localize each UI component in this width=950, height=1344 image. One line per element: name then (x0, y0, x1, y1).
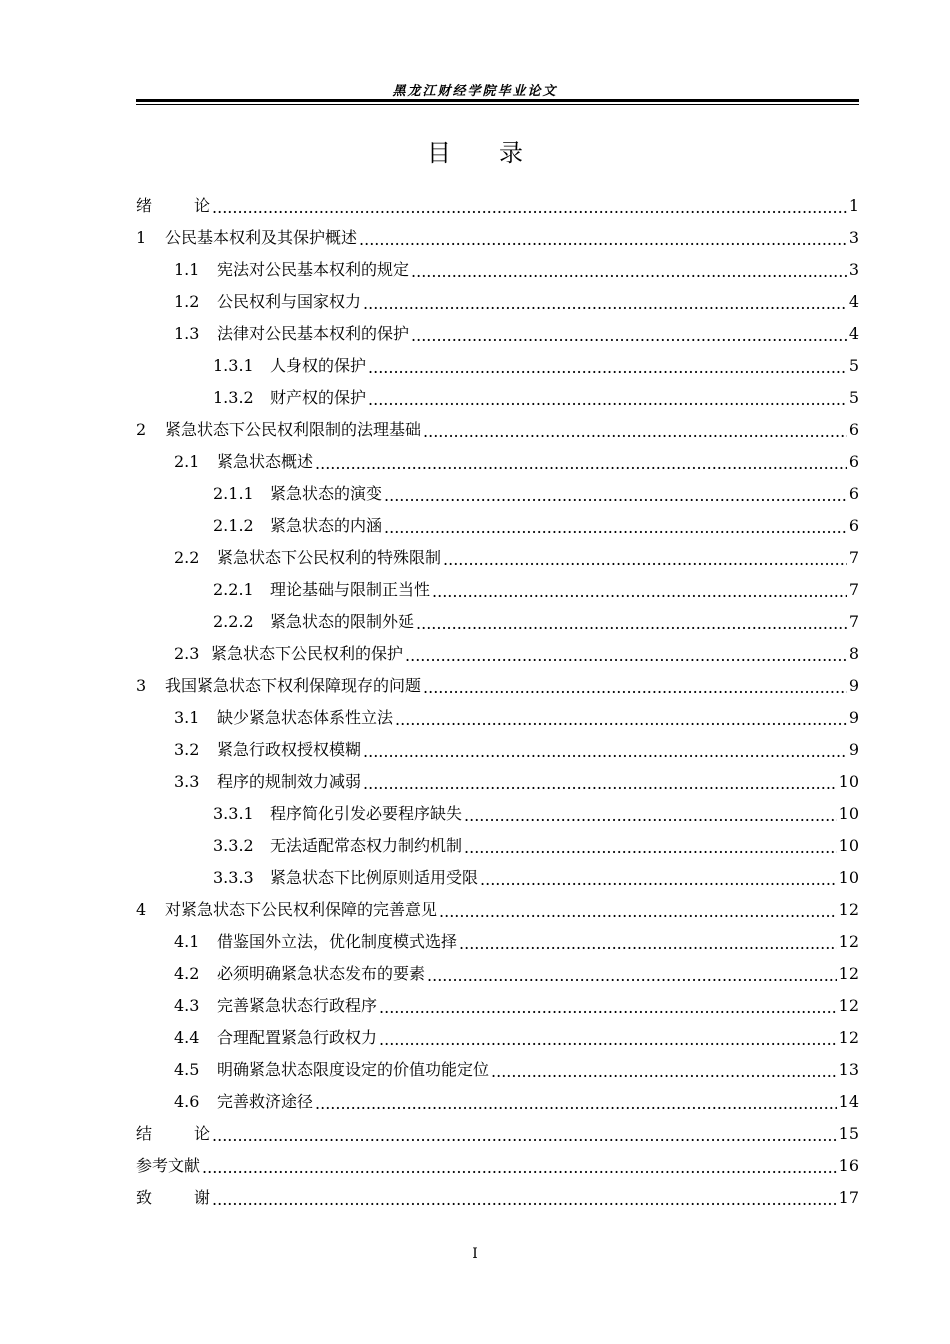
toc-entry-page: 16 (838, 1156, 859, 1175)
toc-heading-char-1: 目 (427, 139, 451, 167)
toc-leader-dots (212, 192, 847, 224)
toc-leader-dots (395, 704, 847, 736)
toc-entry[interactable] (136, 1086, 859, 1118)
toc-entry-page: 10 (838, 836, 859, 855)
toc-entry-number: 3.3.3 (213, 868, 254, 887)
toc-entry-label: 理论基础与限制正当性 (270, 580, 431, 599)
toc-entry-number: 4 (136, 900, 147, 919)
toc-entry-label: 对紧急状态下公民权利保障的完善意见 (165, 900, 438, 919)
toc-entry-label: 程序的规制效力减弱 (217, 772, 362, 791)
toc-entry-number: 4.3 (174, 996, 200, 1015)
toc-leader-dots (368, 352, 847, 384)
toc-entry-page: 12 (838, 900, 859, 919)
toc-entry-label: 无法适配常态权力制约机制 (270, 836, 463, 855)
toc-leader-dots (212, 1120, 837, 1152)
toc-leader-dots (405, 640, 847, 672)
toc-entry[interactable] (136, 574, 859, 606)
toc-entry[interactable] (136, 382, 859, 414)
toc-entry[interactable] (136, 862, 859, 894)
toc-entry-number: 2.3 (174, 644, 200, 663)
toc-entry-page: 5 (848, 356, 859, 375)
toc-entry-page: 13 (838, 1060, 859, 1079)
toc-leader-dots (368, 384, 847, 416)
toc-leader-dots (212, 1184, 837, 1216)
toc-entry[interactable] (136, 798, 859, 830)
toc-entry-label: 紧急状态的限制外延 (270, 612, 415, 631)
toc-entry[interactable] (136, 478, 859, 510)
toc-entry[interactable] (136, 670, 859, 702)
toc-entry[interactable] (136, 1118, 859, 1150)
toc-entry-number: 2.1.2 (213, 516, 254, 535)
toc-leader-dots (480, 864, 837, 896)
toc-entry-number: 1.1 (174, 260, 200, 279)
toc-entry-page: 1 (848, 196, 859, 215)
toc-leader-dots (384, 512, 847, 544)
toc-entry-label: 借鉴国外立法，优化制度模式选择 (217, 932, 458, 951)
toc-entry[interactable] (136, 1022, 859, 1054)
toc-leader-dots (439, 896, 837, 928)
toc-entry-label: 缺少紧急状态体系性立法 (217, 708, 394, 727)
toc-entry-number: 3 (136, 676, 147, 695)
toc-entry-page: 7 (848, 612, 859, 631)
toc-leader-dots (379, 992, 837, 1024)
toc-entry-number: 4.4 (174, 1028, 200, 1047)
toc-entry-label (136, 1182, 210, 1214)
toc-entry-label: 法律对公民基本权利的保护 (217, 324, 410, 343)
toc-leader-dots (379, 1024, 837, 1056)
toc-entry-label: 合理配置紧急行政权力 (217, 1028, 378, 1047)
toc-leader-dots (315, 448, 847, 480)
toc-entry-number: 3.3.1 (213, 804, 254, 823)
toc-entry[interactable] (136, 734, 859, 766)
toc-leader-dots (411, 320, 847, 352)
toc-leader-dots (427, 960, 837, 992)
toc-entry-page: 6 (848, 484, 859, 503)
toc-entry[interactable] (136, 830, 859, 862)
toc-entry[interactable] (136, 990, 859, 1022)
toc-list (136, 190, 859, 1214)
toc-entry[interactable] (136, 926, 859, 958)
toc-entry-number: 1 (136, 228, 147, 247)
toc-entry-page: 12 (838, 964, 859, 983)
toc-leader-dots (363, 768, 837, 800)
toc-leader-dots (202, 1152, 837, 1184)
toc-leader-dots (423, 416, 847, 448)
toc-entry-label (136, 1118, 210, 1150)
toc-entry-page: 12 (838, 1028, 859, 1047)
toc-entry[interactable] (136, 286, 859, 318)
toc-entry-number: 4.1 (174, 932, 200, 951)
toc-entry-label: 紧急状态下公民权利的保护 (211, 644, 404, 663)
toc-entry-label: 紧急行政权授权模糊 (217, 740, 362, 759)
toc-entry-label-char: 谢 (194, 1188, 211, 1207)
toc-entry-label: 完善紧急状态行政程序 (217, 996, 378, 1015)
toc-entry-label: 公民基本权利及其保护概述 (165, 228, 358, 247)
toc-leader-dots (359, 224, 847, 256)
toc-entry-number: 3.2 (174, 740, 200, 759)
toc-entry-page: 15 (838, 1124, 859, 1143)
toc-entry[interactable] (136, 766, 859, 798)
toc-heading (0, 133, 950, 168)
toc-entry-page: 9 (848, 708, 859, 727)
toc-entry-page: 4 (848, 324, 859, 343)
toc-leader-dots (464, 832, 837, 864)
toc-entry-page: 7 (848, 548, 859, 567)
toc-leader-dots (416, 608, 847, 640)
toc-leader-dots (491, 1056, 837, 1088)
toc-entry-label (136, 190, 210, 222)
toc-entry[interactable] (136, 414, 859, 446)
toc-entry-label: 明确紧急状态限度设定的价值功能定位 (217, 1060, 490, 1079)
toc-entry-label: 紧急状态下公民权利限制的法理基础 (165, 420, 422, 439)
toc-entry-page: 10 (838, 868, 859, 887)
toc-entry[interactable] (136, 510, 859, 542)
toc-entry-number: 4.6 (174, 1092, 200, 1111)
toc-entry-page: 12 (838, 932, 859, 951)
toc-entry-label: 参考文献 (136, 1156, 201, 1175)
toc-entry-label: 财产权的保护 (270, 388, 367, 407)
toc-entry-label: 完善救济途径 (217, 1092, 314, 1111)
toc-entry[interactable] (136, 894, 859, 926)
toc-entry[interactable] (136, 446, 859, 478)
page-number: I (472, 1246, 478, 1262)
toc-entry-number: 1.3.1 (213, 356, 254, 375)
toc-entry-label: 人身权的保护 (270, 356, 367, 375)
toc-entry-number: 2.2.1 (213, 580, 254, 599)
header-rule-thin (136, 104, 859, 105)
toc-entry-number: 4.5 (174, 1060, 200, 1079)
toc-entry-page: 6 (848, 452, 859, 471)
toc-entry-label: 程序简化引发必要程序缺失 (270, 804, 463, 823)
toc-entry-label: 紧急状态下公民权利的特殊限制 (217, 548, 442, 567)
toc-entry-page: 7 (848, 580, 859, 599)
toc-entry-number: 1.3.2 (213, 388, 254, 407)
toc-entry-number: 3.1 (174, 708, 200, 727)
toc-entry[interactable] (136, 318, 859, 350)
toc-entry-number: 2 (136, 420, 147, 439)
toc-entry-page: 8 (848, 644, 859, 663)
toc-entry-page: 3 (848, 260, 859, 279)
toc-entry-number: 1.2 (174, 292, 200, 311)
toc-entry-page: 10 (838, 804, 859, 823)
toc-entry-number: 3.3.2 (213, 836, 254, 855)
toc-leader-dots (384, 480, 847, 512)
toc-entry-label-char: 论 (194, 1124, 211, 1143)
toc-entry-label-char: 绪 (136, 196, 153, 215)
toc-entry-page: 12 (838, 996, 859, 1015)
toc-entry-label: 公民权利与国家权力 (217, 292, 362, 311)
toc-entry[interactable] (136, 1182, 859, 1214)
toc-entry[interactable] (136, 702, 859, 734)
toc-entry-label: 紧急状态下比例原则适用受限 (270, 868, 479, 887)
toc-entry-page: 14 (838, 1092, 859, 1111)
toc-entry-label: 必须明确紧急状态发布的要素 (217, 964, 426, 983)
toc-entry-label: 紧急状态概述 (217, 452, 314, 471)
toc-entry-page: 17 (838, 1188, 859, 1207)
toc-entry[interactable] (136, 1150, 859, 1182)
toc-leader-dots (432, 576, 847, 608)
toc-entry-label-char: 论 (194, 196, 211, 215)
toc-leader-dots (464, 800, 837, 832)
toc-entry-page: 6 (848, 420, 859, 439)
toc-entry-label-char: 致 (136, 1188, 153, 1207)
toc-entry-label: 紧急状态的内涵 (270, 516, 383, 535)
toc-heading-char-2: 录 (499, 139, 523, 167)
toc-entry-number: 3.3 (174, 772, 200, 791)
toc-entry-page: 9 (848, 676, 859, 695)
header-rule-thick (136, 99, 859, 102)
toc-entry-page: 9 (848, 740, 859, 759)
toc-entry[interactable] (136, 606, 859, 638)
toc-entry-page: 10 (838, 772, 859, 791)
toc-entry-number: 2.2.2 (213, 612, 254, 631)
toc-entry[interactable] (136, 350, 859, 382)
running-header: 黑龙江财经学院毕业论文 (392, 84, 558, 99)
toc-entry-number: 2.1.1 (213, 484, 254, 503)
toc-entry-page: 4 (848, 292, 859, 311)
toc-entry-page: 5 (848, 388, 859, 407)
toc-entry[interactable] (136, 542, 859, 574)
toc-entry-number: 2.2 (174, 548, 200, 567)
toc-leader-dots (459, 928, 837, 960)
toc-entry[interactable] (136, 190, 859, 222)
toc-leader-dots (411, 256, 847, 288)
toc-entry[interactable] (136, 958, 859, 990)
toc-entry-label: 我国紧急状态下权利保障现存的问题 (165, 676, 422, 695)
toc-leader-dots (443, 544, 847, 576)
toc-entry-number: 1.3 (174, 324, 200, 343)
toc-entry-label: 紧急状态的演变 (270, 484, 383, 503)
toc-entry[interactable] (136, 1054, 859, 1086)
toc-entry-page: 6 (848, 516, 859, 535)
toc-leader-dots (315, 1088, 837, 1120)
toc-entry-number: 2.1 (174, 452, 200, 471)
toc-entry-page: 3 (848, 228, 859, 247)
toc-entry-label: 宪法对公民基本权利的规定 (217, 260, 410, 279)
toc-entry-number: 4.2 (174, 964, 200, 983)
toc-leader-dots (363, 288, 847, 320)
toc-entry[interactable] (136, 638, 859, 670)
toc-entry-label-char: 结 (136, 1124, 153, 1143)
toc-entry[interactable] (136, 222, 859, 254)
toc-entry[interactable] (136, 254, 859, 286)
toc-leader-dots (363, 736, 847, 768)
toc-leader-dots (423, 672, 847, 704)
